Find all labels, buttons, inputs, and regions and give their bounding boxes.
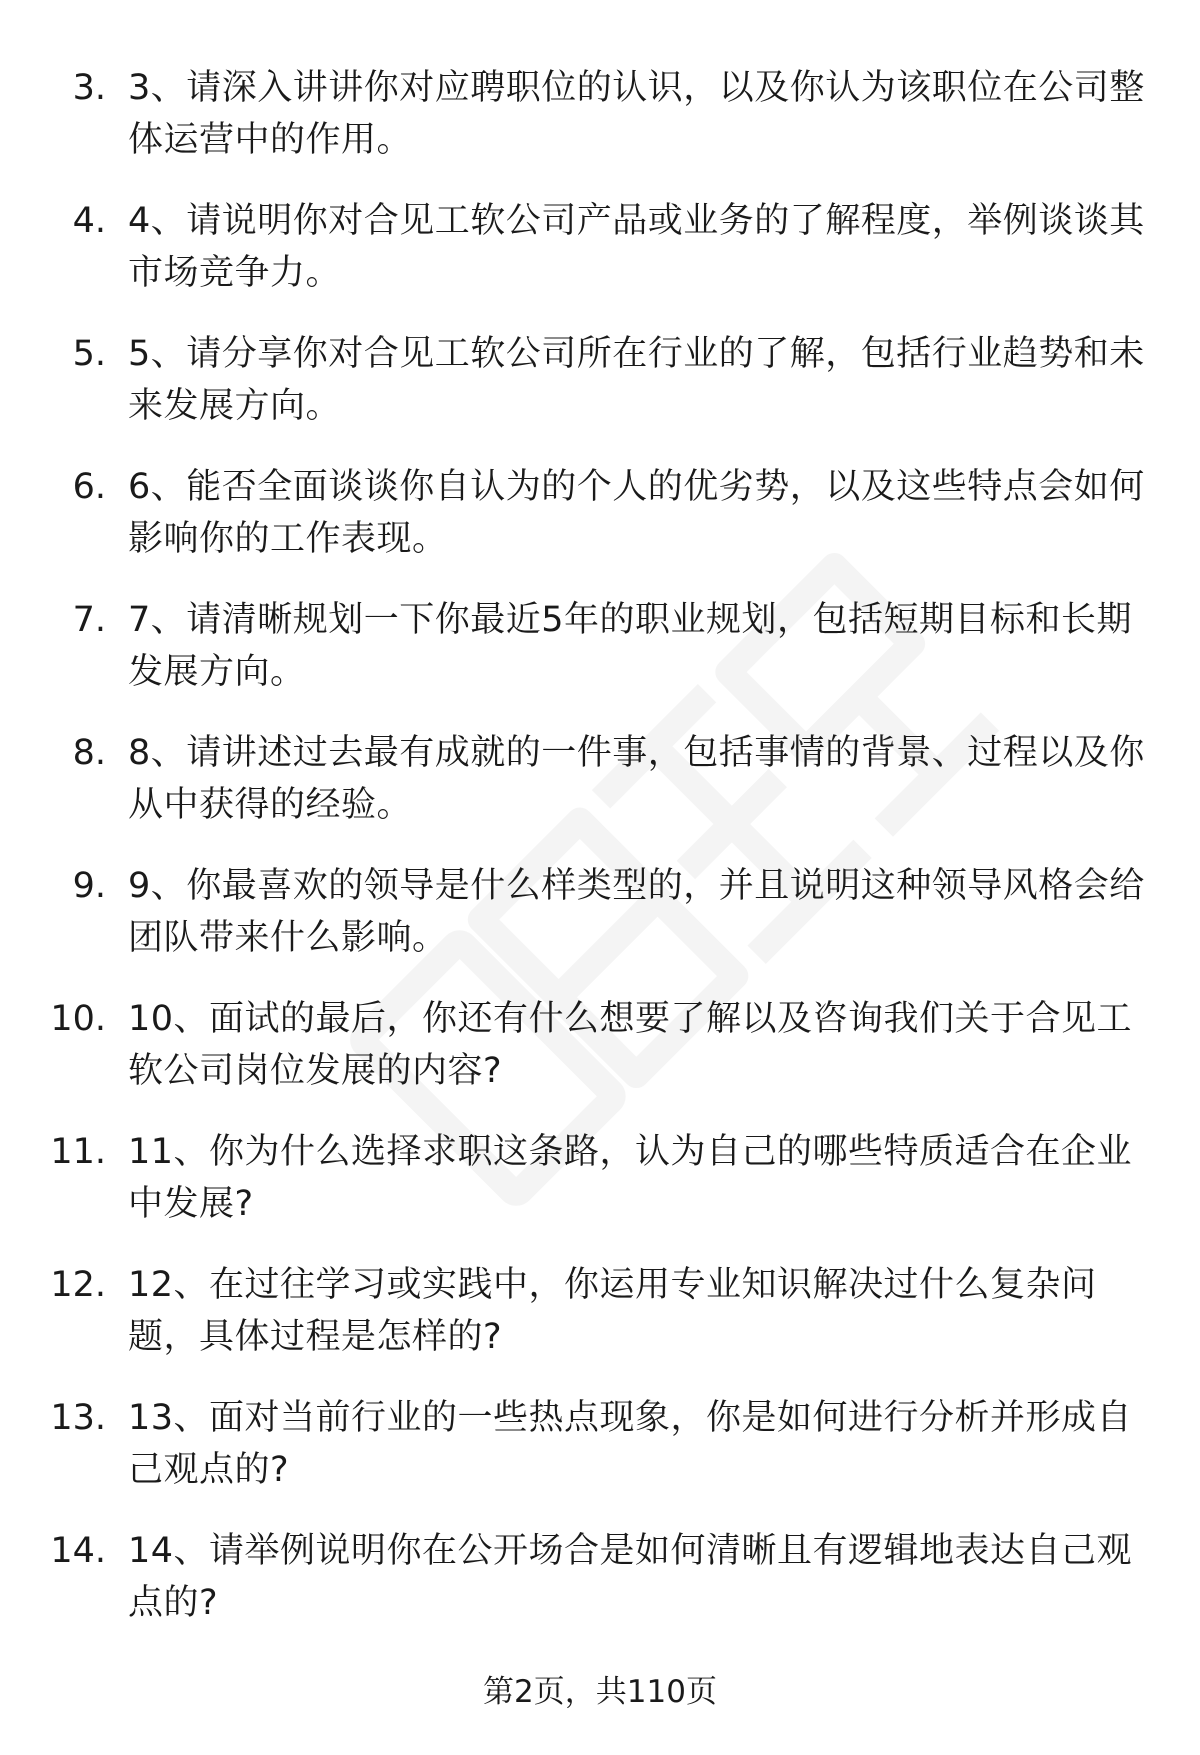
question-number: 6. bbox=[72, 467, 106, 507]
list-item bbox=[0, 328, 1200, 461]
question-text: 14、请举例说明你在公开场合是如何清晰且有逻辑地表达自己观点的? bbox=[128, 1531, 1133, 1623]
question-text: 10、面试的最后，你还有什么想要了解以及咨询我们关于合见工软公司岗位发展的内容? bbox=[128, 999, 1133, 1091]
list-item bbox=[0, 195, 1200, 328]
question-number: 10. bbox=[50, 999, 106, 1039]
question-number: 4. bbox=[72, 201, 106, 241]
question-number: 13. bbox=[50, 1398, 106, 1438]
question-text: 9、你最喜欢的领导是什么样类型的，并且说明这种领导风格会给团队带来什么影响。 bbox=[128, 866, 1145, 958]
question-number: 7. bbox=[72, 600, 106, 640]
list-item bbox=[0, 1126, 1200, 1259]
question-number: 8. bbox=[72, 733, 106, 773]
question-list bbox=[0, 62, 1200, 1658]
list-item bbox=[0, 1392, 1200, 1525]
question-number: 11. bbox=[50, 1132, 106, 1172]
list-item bbox=[0, 727, 1200, 860]
question-number: 12. bbox=[50, 1265, 106, 1305]
question-number: 5. bbox=[72, 334, 106, 374]
question-text: 5、请分享你对合见工软公司所在行业的了解，包括行业趋势和未来发展方向。 bbox=[128, 334, 1145, 426]
list-item bbox=[0, 62, 1200, 195]
question-text: 3、请深入讲讲你对应聘职位的认识，以及你认为该职位在公司整体运营中的作用。 bbox=[128, 68, 1145, 160]
question-number: 14. bbox=[50, 1531, 106, 1571]
question-number: 9. bbox=[72, 866, 106, 906]
list-item bbox=[0, 1259, 1200, 1392]
question-number: 3. bbox=[72, 68, 106, 108]
question-text: 12、在过往学习或实践中，你运用专业知识解决过什么复杂问题，具体过程是怎样的? bbox=[128, 1265, 1097, 1357]
question-text: 13、面对当前行业的一些热点现象，你是如何进行分析并形成自己观点的? bbox=[128, 1398, 1133, 1490]
list-item bbox=[0, 860, 1200, 993]
question-text: 8、请讲述过去最有成就的一件事，包括事情的背景、过程以及你从中获得的经验。 bbox=[128, 733, 1145, 825]
list-item bbox=[0, 461, 1200, 594]
list-item bbox=[0, 594, 1200, 727]
question-text: 11、你为什么选择求职这条路，认为自己的哪些特质适合在企业中发展? bbox=[128, 1132, 1133, 1224]
list-item bbox=[0, 993, 1200, 1126]
question-text: 4、请说明你对合见工软公司产品或业务的了解程度，举例谈谈其市场竞争力。 bbox=[128, 201, 1145, 293]
question-text: 7、请清晰规划一下你最近5年的职业规划，包括短期目标和长期发展方向。 bbox=[128, 600, 1133, 692]
question-text: 6、能否全面谈谈你自认为的个人的优劣势，以及这些特点会如何影响你的工作表现。 bbox=[128, 467, 1145, 559]
list-item bbox=[0, 1525, 1200, 1658]
page-footer: 第2页，共110页 bbox=[483, 1674, 717, 1710]
